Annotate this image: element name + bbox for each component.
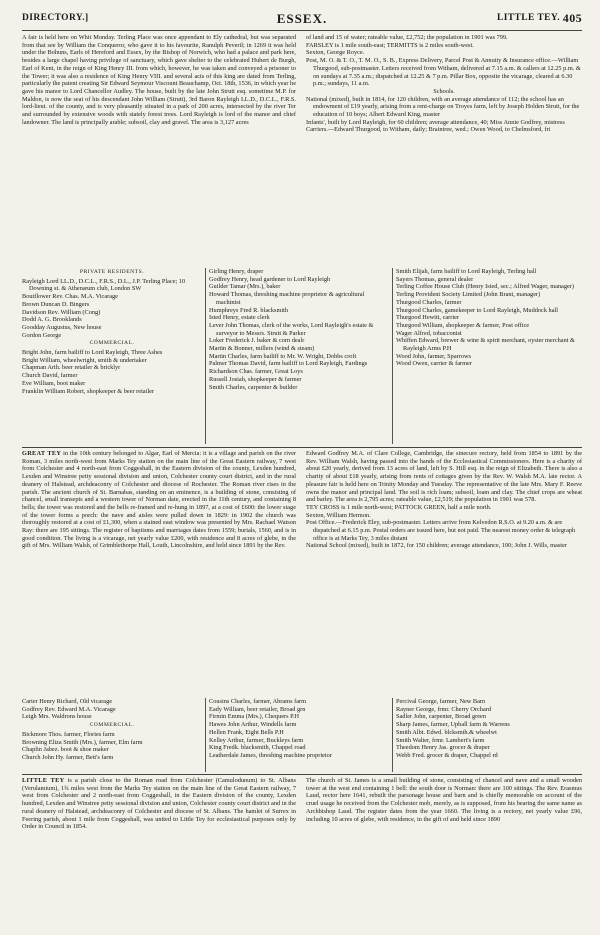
list-item: Firmin Emma (Mrs.), Chequers P.H — [209, 713, 300, 721]
list-item: Thurgood William, shopkeeper & farmer, Post office — [396, 321, 530, 329]
list-item: Carter Henry Richard, Old vicarage — [22, 698, 113, 705]
great-tey-column-left — [22, 450, 296, 694]
terling-residents-col3 — [396, 268, 582, 444]
list-item: Girling Henry, draper — [209, 268, 264, 275]
list-item: Smith Walter, frmr. Lambert's farm — [396, 736, 485, 744]
list-item: Howard Thomas, threshing machine proprietor & agricultural machinist — [209, 291, 365, 306]
list-item: Church John Hy. farmer, Bett's farm — [22, 753, 114, 761]
list-item: Guilder Tamar (Mrs.), baker — [209, 283, 281, 291]
page-number: 405 — [562, 11, 582, 25]
list-item: Wood John, farmer, Sparrows — [396, 352, 471, 360]
commercial-heading: COMMERCIAL. — [89, 722, 135, 729]
list-item: Whiffen Edward, brewer & wine & spirit merchant, oyster merchant & Rayleigh Arms P.H — [396, 337, 575, 353]
list-item: Boutflower Rev. Chas. M.A. Vicarage — [22, 293, 118, 301]
terling-school-infants: Infants', built by Lord Rayleigh, for 60 children; average attendance, 40; Miss Annie Godfrey, mistress — [306, 118, 565, 126]
list-item: Martin Charles, farm bailiff to Mr. W. Wright, Dobbs croft — [209, 352, 357, 360]
list-item: Rayleigh Lord LL.D., D.C.L., F.R.S., D.L., J.P. Terling Place; 10 Downing st. & Athenæum club, London SW — [22, 277, 186, 293]
list-item: Chaplin Jabez. boot & shoe maker — [22, 746, 109, 754]
list-item: Davidson Rev. William (Cong) — [22, 308, 101, 316]
list-item: Dodd A. G. Brooklands — [22, 316, 82, 324]
great-tey-residents-col2 — [209, 698, 389, 772]
terling-post-office: Post, M. O. & T. O., T. M. O., S. B., Express Delivery, Parcel Post & Annuity & Insurance office.—William Thurgood, sub-postmaster. Letters received from Witham, delivered at 7.15 a.m. & callers at 12.25 p.m. & on sundays at 7.35 a.m.; dispatched at 12.25 & 7 p.m. Pillar Box, opposite the vicarage, cleared at 6.30 p.m.; sundays, 11 a.m. — [306, 57, 581, 88]
list-item: Godfrey Rev. Edward M.A. Vicarage — [22, 705, 116, 713]
list-item: Church David, farmer — [22, 372, 78, 380]
little-tey-description: is a parish close to the Roman road from Colchester (Camulodunum) to St. Albans (Verulamium), 1¾ miles west from the Marks Tey station on the main line of the Great Eastern railway, 7 west from Colchester and 2 north-east from Coggeshall, in the Eastern division of the county, Lexden hundred, Lexden and Winstree petty sessional division and union, Colchester county court district and in the rural deanery of Halstead, archdeaconry of Colchester and diocese of St. Albans. The hamlet of Surrex in Feering parish, about 1 mile from Coggeshall, was united to Little Tey for ecclesiastical purposes only by Order in Council in 1854. — [22, 777, 296, 831]
header-rule — [22, 30, 582, 31]
list-item: Eady William, beer retailer, Broad grn — [209, 705, 306, 713]
header-center: ESSEX. — [276, 11, 328, 26]
list-item: Percival George, farmer, New Barn — [396, 698, 486, 705]
great-tey-continued: Edward Godfrey M.A. of Clare College, Cambridge, the sinecure rectory, held from 1854 to 1891 by the Rev. William Walsh, having passed into the hands of the Ecclesiastical Commissioners. Here is a charity of about £20 yearly, derived from 13 acres of land, left by S. Hill esq. in the reign of Elizabeth. There is also a charity of about £18 yearly, arising from rents of cottages given by the Rev. W. Walsh M.A. late rector. A pleasure fair is held here on Trinity Monday and Tuesday. The representative of the late Mrs. Mary F. Reeve owns the manor and principal land. The soil is rich loam; subsoil, loam and clay. The chief crops are wheat and barley. The area is 2,795 acres; rateable value, £2,519; the population in 1901 was 578. — [306, 450, 582, 504]
list-item: Godfrey Henry, head gardener to Lord Rayleigh — [209, 275, 331, 283]
column-divider — [392, 268, 393, 444]
great-tey-sexton: Sexton, William Hermon. — [306, 511, 371, 519]
terling-sexton: Sexton, George Royce. — [306, 49, 365, 57]
column-divider — [205, 268, 206, 444]
terling-schools-heading: Schools. — [433, 87, 455, 95]
list-item: Gordon George — [22, 331, 62, 339]
list-item: Brown Duncan D. Bingers — [22, 300, 90, 308]
great-tey-heading: GREAT TEY — [22, 450, 62, 457]
list-item: Goodday Augustus, New house — [22, 323, 102, 331]
terling-farsley: FARSLEY is 1 mile south-east; TERMITTS is 2 miles south-west. — [306, 41, 474, 49]
list-item: Smith Albt. Edwd. blcksmth.& wheelwt — [396, 728, 497, 736]
terling-school-national: National (mixed), built in 1814, for 120 children, with an average attendance of 112; the school has an endowment of £19 yearly, arising from a rent-charge on Troyes farm, left by Joseph Holden Strutt, for the education of 10 boys; Albert Edward King, master — [306, 95, 580, 119]
list-item: Bright John, farm bailiff to Lord Rayleigh, Three Ashes — [22, 349, 163, 357]
list-item: Leatherdale James, threshing machine proprietor — [209, 751, 332, 759]
great-tey-post-office: Post Office.—Frederick Eley, sub-postmaster. Letters arrive from Kelvedon R.S.O. at 9.20 a.m. & are dispatched at 6.15 p.m. Postal orders are issued here, but not paid. The nearest money order & telegraph office is at Marks Tey, 3 miles distant — [306, 519, 576, 542]
little-tey-heading: LITTLE TEY — [22, 777, 65, 784]
list-item: Leigh Mrs. Waldrons house — [22, 713, 92, 721]
list-item: Smith Elijah, farm bailiff to Lord Rayleigh, Terling hall — [396, 268, 537, 275]
terling-carriers: Carriers.—Edward Thurgood, to Witham, daily; Braintree, wed.; Owen Wood, to Chelmsford, fri — [306, 126, 551, 134]
terling-residents-col2 — [209, 268, 389, 444]
list-item: Humphreys Fred R. blacksmith — [209, 306, 289, 314]
list-item: Franklin William Robert, shopkeeper & beer retailer — [22, 387, 154, 395]
list-item: Kelley Arthur, farmer, Buckleys farm — [209, 736, 304, 744]
list-item: Lever John Thomas, clerk of the works, Lord Rayleigh's estate & surveyor to Messrs. Strutt & Parker — [209, 321, 374, 337]
section-rule — [22, 774, 582, 775]
terling-residents-col1 — [22, 268, 202, 444]
list-item: Webb Fred. grocer & draper, Chappel rd — [396, 751, 498, 759]
header-left: DIRECTORY.] — [22, 13, 89, 23]
list-item: Thurgood Charles, gamekeeper to Lord Rayleigh, Muddock hall — [396, 306, 558, 314]
list-item: King Fredk. blacksmith, Chappel road — [209, 744, 306, 752]
great-tey-residents-col1 — [22, 698, 202, 772]
little-tey-continued: The church of St. James is a small building of stone, consisting of chancel and nave and a small wooden tower at the west end containing 1 bell: the south door is Norman: there are 100 sittings. The Rev. Erasmus Laud, rector here 1641, rebuilt the parsonage house and barn and is chiefly memorable on account of the cruel usage he received from the Colchester mob, merely, as is supposed, from his bearing the same name as Archbishop Laud. The register dates from the year 1660. The living is a rectory, net yearly value £96, including 10 acres of glebe, with residence, in the gift of and held since 1890 — [306, 777, 582, 823]
list-item: Sadler John, carpenter, Broad green — [396, 713, 486, 721]
great-tey-column-right — [306, 450, 582, 694]
terling-population: of land and 15 of water; rateable value, £2,752; the population in 1901 was 799. — [306, 34, 508, 41]
tey-cross: TEY CROSS is 1 mile north-west; PATTOCK GREEN, half a mile north. — [306, 503, 492, 511]
list-item: Loker Frederick J. baker & corn dealr — [209, 337, 305, 345]
terling-column-left — [22, 34, 296, 264]
list-item: Martin & Bonner, millers (wind & steam) — [209, 345, 315, 353]
list-item: Cousins Charles, farmer, Abrams farm — [209, 698, 306, 705]
list-item: Terling Provident Society Limited (John Brant, manager) — [396, 291, 541, 299]
great-tey-residents-col3 — [396, 698, 582, 772]
list-item: Theedom Henry Jas. grocer & draper — [396, 744, 490, 752]
list-item: Sayers Thomas, general dealer — [396, 275, 474, 283]
list-item: Hawes John Arthur, Windells farm — [209, 721, 297, 729]
list-item: Wager Alfred, tobacconist — [396, 329, 462, 337]
section-rule — [22, 447, 582, 448]
column-divider — [392, 698, 393, 772]
list-item: Hellen Frank, Eight Bells P.H — [209, 728, 284, 736]
list-item: Smith Charles, carpenter & builder — [209, 383, 298, 391]
terling-column-right — [306, 34, 582, 264]
list-item: Browning Eliza Smith (Mrs.), farmer, Elm farm — [22, 738, 143, 746]
header-right: LITTLE TEY. — [496, 13, 560, 23]
private-residents-heading: PRIVATE RESIDENTS. — [79, 269, 145, 275]
list-item: Bright William, wheelwright, smith & undertaker — [22, 356, 147, 364]
list-item: Russell Josiah, shopkeeper & farmer — [209, 375, 302, 383]
little-tey-column-left — [22, 777, 296, 927]
list-item: Bickmore Thos. farmer, Flories farm — [22, 730, 115, 738]
list-item: Palmer Thomas David, farm bailiff to Lord Rayleigh, Fardings — [209, 360, 368, 368]
little-tey-column-right — [306, 777, 582, 927]
list-item: Isted Henry, estate clerk — [209, 314, 270, 322]
list-item: Terling Coffee House Club (Henry Isted, sec.; Alfred Wager, manager) — [396, 283, 574, 291]
column-divider — [205, 698, 206, 772]
great-tey-description: in the 10th century belonged to Algar, Earl of Mercia: it is a village and parish on the river Roman, 3 miles north-west from Marks Tey station on the main line of the Great Eastern railway, 7 west from Colchester and 4 north-east from Coggeshall, in the Eastern division of the county, Lexden hundred, Lexden and Winstree petty sessional division and union, Colchester county court district, and in the rural deanery of Halstead, archdeaconry of Colchester and diocese of Rochester. The Roman river rises in the parish. The ancient church of St. Barnabas, standing on an eminence, is a building of stone, consisting of chancel, small transepts and a western tower of Norman date, erected in the 11th century, and containing 8 bells; the tower was restored and the bells re-framed and re-hung in 1897, at a cost of £600: the lower stage of the tower forms a porch: the nave and aisles were pulled down in 1829: in 1902 the church was thoroughly restored at a cost of £1,300, when a stained east window was presented by Mrs. Rachael Watson Ray: there are 195 sittings. The register of baptisms and marriages dates from 1559; burials, 1560, and is in good condition. The living is a vicarage, net yearly value £200, with residence and 8 acres of glebe, in the gift of Mrs. William Walsh, of Grimblethorpe Hall, Louth, Lincolnshire, and held since 1891 by the Rev. — [22, 450, 296, 550]
list-item: Thurgood Hewitt, carrier — [396, 314, 460, 322]
list-item: Wood Owen, carrier & farmer — [396, 360, 472, 368]
list-item: Thurgood Charles, farmer — [396, 298, 462, 306]
list-item: Chapman Arth. beer retailer & bricklyr — [22, 364, 121, 372]
list-item: Eve William, boot maker — [22, 379, 86, 387]
terling-description: A fair is held here on Whit Monday. Terling Place was once appendant to Ely cathedral, but was separated from that see by William the Conqueror, who gave it to his favourite, Ranulph Peveril; in 1269 it was held under the Bohuns, Earls of Hereford and Essex, by the Bishop of Norwich, who had a palace and park here, besides a large chapel having privilege of sanctuary, which gave shelter to the celebrated Hubert de Burgh, Earl of Kent, in the reign of King Henry III. from which, however, he was taken and conveyed a prisoner to the Tower; it was also a residence of King Henry VIII. and several acts of this king are dated from Terling, particularly the patent creating Sir Edward Seymour Viscount Beauchamp, Oct. 18th, 1536, in which year he gave his manor to Lord Chancellor Audley. The house, built by the late John Strutt esq. sometime M.P. for Maldon, is now the seat of his descendant John William (Strutt), 3rd Baron Rayleigh LL.D., D.C.L., F.R.S. lord-lieut. of the county, and is very pleasantly situated in a park of 200 acres, intersected by the river Ter and surrounded by extensive woods with stately forest trees. Lord Rayleigh is lord of the manor and chief landowner. The land is principally arable; subsoil, clay and gravel. The area is 3,127 acres — [22, 34, 296, 126]
great-tey-school: National School (mixed), built in 1872, for 150 children; average attendance, 100; John J. Wills, master — [306, 542, 567, 550]
list-item: Richardson Chas. farmer, Great Loys — [209, 368, 303, 376]
list-item: Sharp James, farmer, Upball farm & Warrens — [396, 721, 510, 729]
list-item: Rayner George, frmr. Cherry Orchard — [396, 705, 492, 713]
commercial-heading: COMMERCIAL. — [89, 340, 135, 347]
running-header — [22, 13, 582, 27]
